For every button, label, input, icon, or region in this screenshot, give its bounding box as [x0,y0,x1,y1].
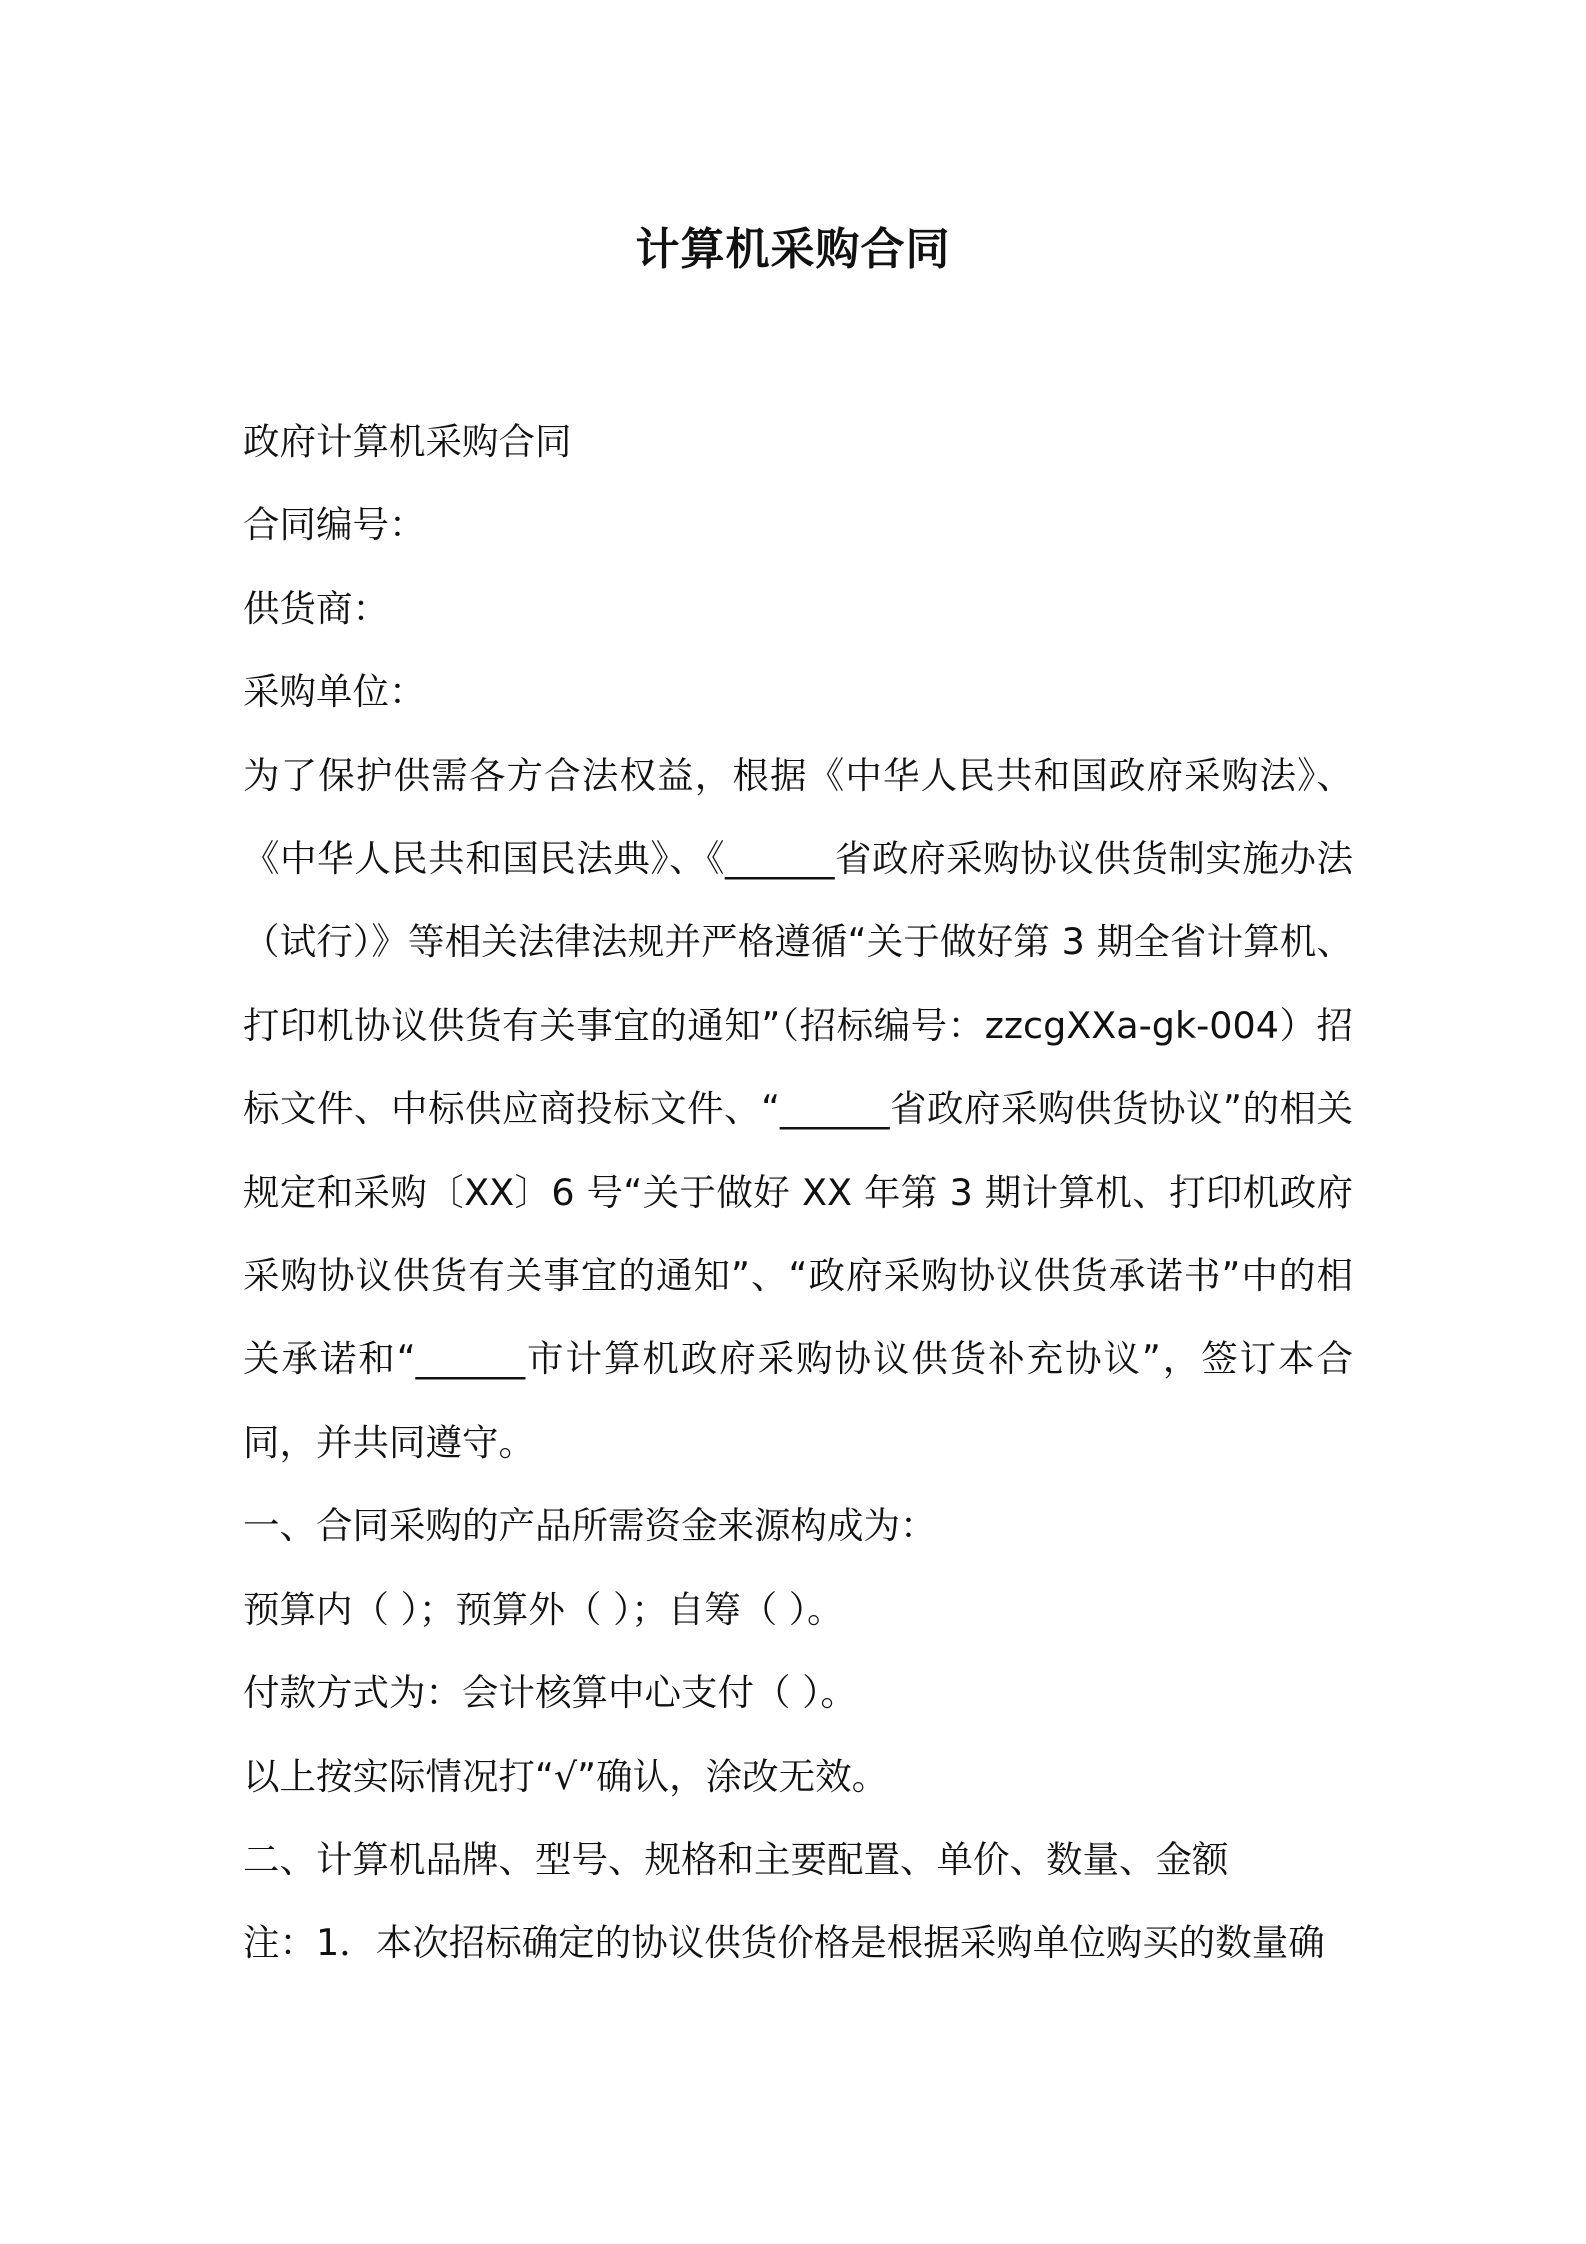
supplier-field: 供货商： [243,586,389,630]
contract-number-field: 合同编号： [243,503,426,547]
checkmark-note-line: 以上按实际情况打“√”确认，涂改无效。 [243,1754,889,1798]
funding-source-line: 预算内（ ）；预算外（ ）；自筹（ ）。 [243,1587,844,1631]
section-1-heading: 一、合同采购的产品所需资金来源构成为： [243,1504,937,1548]
document-body [243,400,1353,1985]
document-title: 计算机采购合同 [635,224,951,275]
section-2-note: 注：1．本次招标确定的协议供货价格是根据采购单位购买的数量确 [243,1921,1325,1965]
purchaser-field: 采购单位： [243,670,426,714]
intro-paragraph: 为了保护供需各方合法权益，根据《中华人民共和国政府采购法》、《中华人民共和国民法典》、《______省政府采购协议供货制实施办法（试行）》等相关法律法规并严格遵循“关于做好第 3 期全省计算机、打印机协议供货有关事宜的通知”（招标编号：zzcgXXa-gk-004）招标文件、中标供应商投标文件、“______省政府采购供货协议”的相关规定和采购〔XX〕6 号“关于做好 XX 年第 3 期计算机、打印机政府采购协议供货有关事宜的通知”、“政府采购协议供货承诺书”中的相关承诺和“______市计算机政府采购协议供货补充协议”，签订本合同，并共同遵守。 [243,753,1353,1464]
section-2-heading: 二、计算机品牌、型号、规格和主要配置、单价、数量、金额 [243,1837,1229,1881]
contract-heading: 政府计算机采购合同 [243,420,572,463]
payment-method-line: 付款方式为：会计核算中心支付（ ）。 [243,1671,857,1715]
